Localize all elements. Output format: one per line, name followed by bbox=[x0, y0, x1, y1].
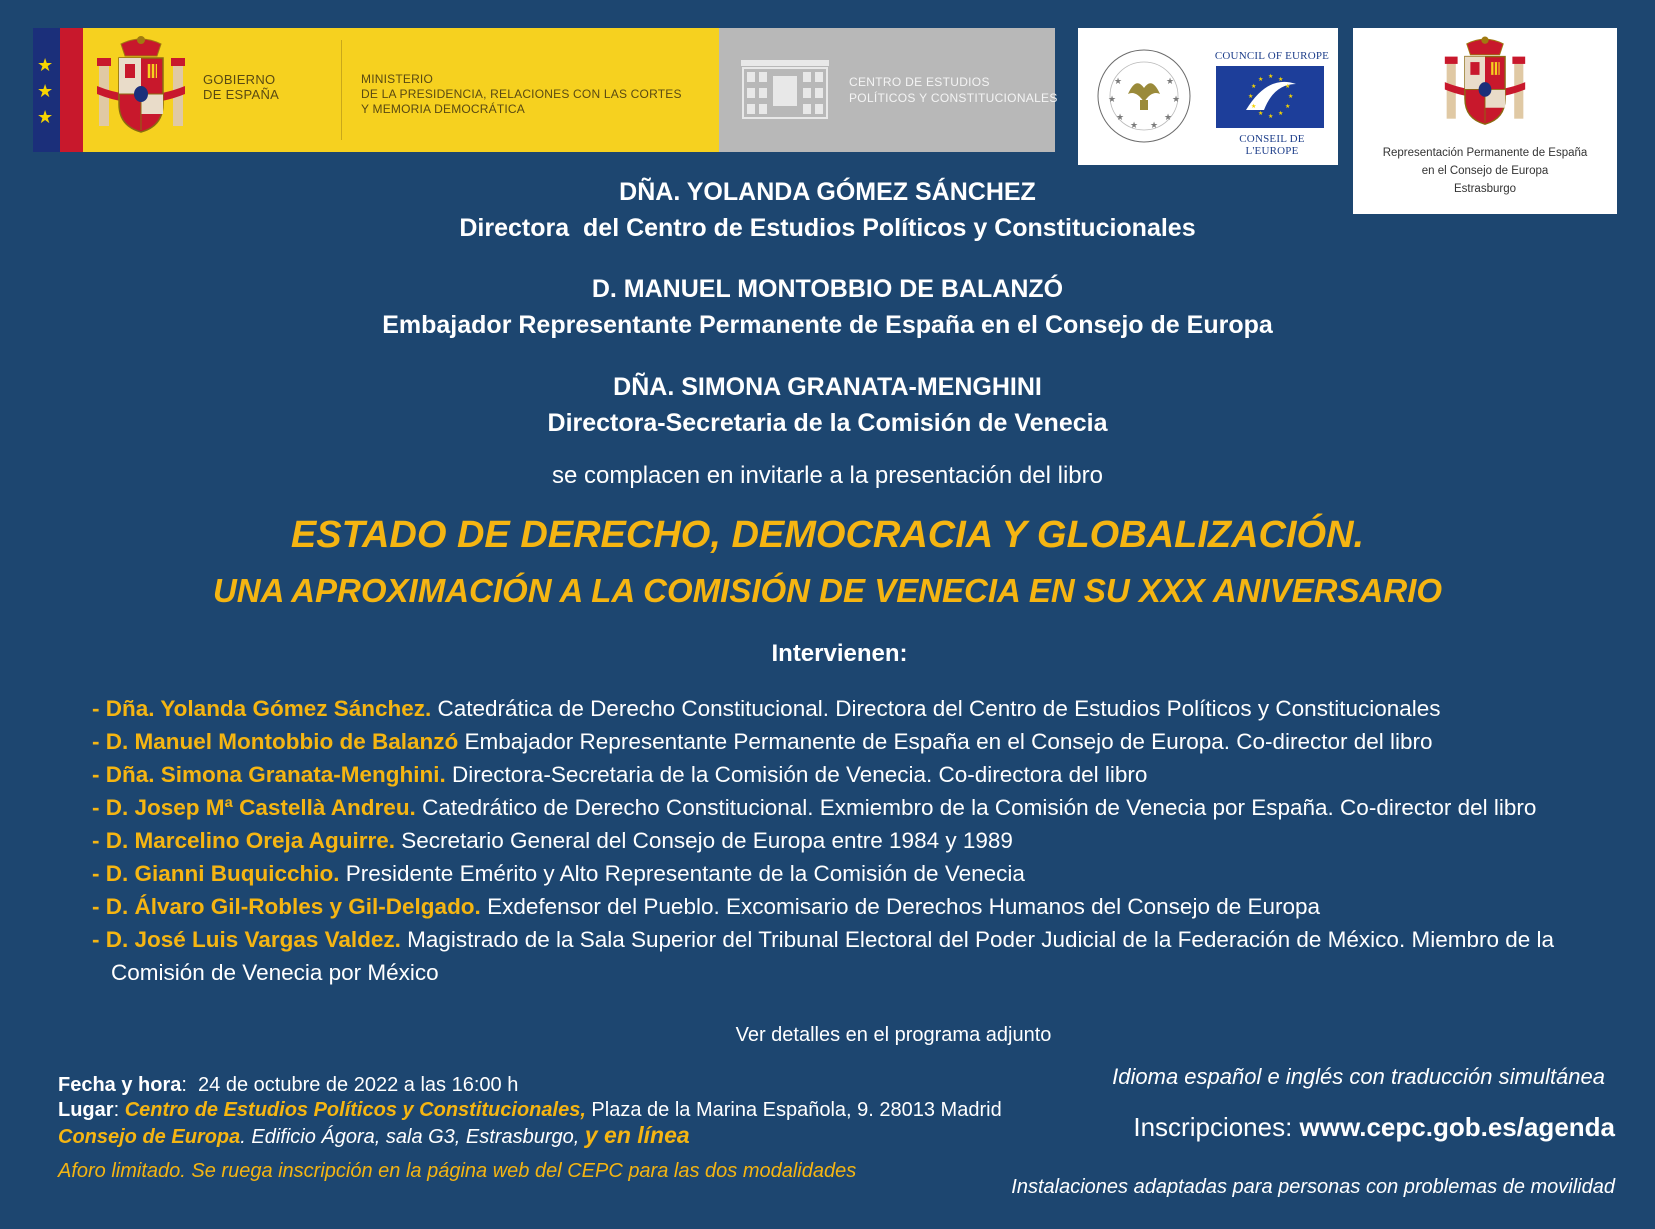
list-item bbox=[92, 758, 1632, 791]
coe-venue-address: . Edificio Ágora, sala G3, Estrasburgo, bbox=[240, 1126, 585, 1148]
registration-line bbox=[1045, 1112, 1615, 1143]
venue-label: Lugar bbox=[58, 1099, 114, 1121]
venue-line bbox=[58, 1098, 1098, 1123]
ministry-label: MINISTERIO DE LA PRESIDENCIA, RELACIONES CON LAS CORTES Y MEMORIA DEMOCRÁTICA bbox=[361, 72, 682, 116]
council-of-europe-logo-icon bbox=[1216, 66, 1324, 128]
list-item bbox=[92, 923, 1632, 989]
star-icon: ★ bbox=[37, 107, 54, 127]
svg-text:★: ★ bbox=[1150, 121, 1159, 131]
star-icon: ★ bbox=[37, 81, 54, 101]
host-role: Directora del Centro de Estudios Políticos y Constitucionales bbox=[459, 214, 1196, 242]
svg-text:★: ★ bbox=[1258, 110, 1264, 117]
government-banner bbox=[33, 28, 1058, 152]
event-info bbox=[58, 1073, 1098, 1150]
venue-address: Plaza de la Marina Española, 9. 28013 Madrid bbox=[585, 1099, 1002, 1121]
star-icon: ★ bbox=[37, 55, 54, 75]
host-name: DÑA. SIMONA GRANATA-MENGHINI bbox=[613, 373, 1042, 401]
list-item bbox=[92, 725, 1632, 758]
coe-venue-name: Consejo de Europa bbox=[58, 1126, 241, 1148]
cepc-label: CENTRO DE ESTUDIOS POLÍTICOS Y CONSTITUCIONALES bbox=[849, 75, 1058, 105]
speaker-name: - D. José Luis Vargas Valdez. bbox=[92, 927, 401, 952]
language-note: Idioma español e inglés con traducción simultánea bbox=[1112, 1064, 1605, 1089]
venice-commission-seal-icon bbox=[1092, 36, 1196, 156]
date-line bbox=[58, 1073, 1098, 1098]
spain-coat-of-arms-icon bbox=[1443, 34, 1527, 134]
speaker-name: - Dña. Yolanda Gómez Sánchez. bbox=[92, 696, 432, 721]
speakers-heading: Intervienen: bbox=[771, 640, 908, 667]
eu-spain-flag-strip bbox=[33, 28, 83, 152]
svg-text:★: ★ bbox=[1268, 113, 1274, 120]
svg-text:★: ★ bbox=[1114, 77, 1123, 87]
host-role: Embajador Representante Permanente de España en el Consejo de Europa bbox=[382, 311, 1273, 339]
date-label: Fecha y hora bbox=[58, 1074, 182, 1096]
gobierno-block bbox=[83, 28, 719, 152]
registration-link[interactable]: www.cepc.gob.es/agenda bbox=[1299, 1112, 1615, 1142]
book-subtitle: UNA APROXIMACIÓN A LA COMISIÓN DE VENECIA EN SU XXX ANIVERSARIO bbox=[212, 572, 1443, 609]
svg-text:★: ★ bbox=[1258, 76, 1264, 83]
speaker-name: - Dña. Simona Granata-Menghini. bbox=[92, 762, 446, 787]
svg-text:★: ★ bbox=[1285, 103, 1291, 110]
svg-text:★: ★ bbox=[1285, 83, 1291, 90]
host-name: D. MANUEL MONTOBBIO DE BALANZÓ bbox=[591, 275, 1064, 303]
venice-coe-logos bbox=[1078, 28, 1338, 165]
svg-text:★: ★ bbox=[1108, 95, 1117, 105]
svg-text:★: ★ bbox=[1130, 121, 1139, 131]
program-details-note: Ver detalles en el programa adjunto bbox=[735, 1024, 1052, 1046]
speaker-name: - D. Gianni Buquicchio. bbox=[92, 861, 340, 886]
speaker-name: - D. Marcelino Oreja Aguirre. bbox=[92, 828, 395, 853]
invitation-intro: se complacen en invitarle a la presentación del libro bbox=[552, 462, 1103, 489]
speaker-description: Exdefensor del Pueblo. Excomisario de Derechos Humanos del Consejo de Europa bbox=[480, 894, 1321, 919]
cepc-building-logo-icon bbox=[741, 56, 829, 122]
svg-text:★: ★ bbox=[1248, 93, 1254, 100]
coe-venue-line bbox=[58, 1123, 1098, 1150]
speaker-description: Embajador Representante Permanente de España en el Consejo de Europa. Co-director del libro bbox=[458, 729, 1433, 754]
conseil-de-leurope-label: CONSEIL DE L'EUROPE bbox=[1239, 133, 1305, 157]
speaker-description: Directora-Secretaria de la Comisión de Venecia. Co-directora del libro bbox=[445, 762, 1148, 787]
venue-colon: : bbox=[113, 1099, 125, 1121]
list-item bbox=[92, 692, 1632, 725]
capacity-note: Aforo limitado. Se ruega inscripción en la página web del CEPC para las dos modalidades bbox=[58, 1160, 857, 1182]
list-item bbox=[92, 791, 1632, 824]
speaker-description: Presidente Emérito y Alto Representante de la Comisión de Venecia bbox=[339, 861, 1025, 886]
list-item bbox=[92, 890, 1632, 923]
list-item bbox=[92, 824, 1632, 857]
permanent-representation-label: Representación Permanente de España en el Consejo de Europa Estrasburgo bbox=[1382, 147, 1588, 195]
host-name: DÑA. YOLANDA GÓMEZ SÁNCHEZ bbox=[619, 178, 1036, 206]
cepc-block bbox=[719, 28, 1058, 152]
spain-coat-of-arms-icon bbox=[95, 34, 187, 142]
svg-text:★: ★ bbox=[1288, 93, 1294, 100]
registration-label: Inscripciones: bbox=[1133, 1112, 1300, 1142]
svg-text:★: ★ bbox=[1278, 110, 1284, 117]
book-title: ESTADO DE DERECHO, DEMOCRACIA Y GLOBALIZACIÓN. bbox=[290, 514, 1365, 556]
svg-text:★: ★ bbox=[1166, 77, 1175, 87]
svg-text:★: ★ bbox=[1116, 113, 1125, 123]
svg-text:★: ★ bbox=[1172, 95, 1181, 105]
svg-text:★: ★ bbox=[1278, 76, 1284, 83]
speaker-description: Catedrático de Derecho Constitucional. Exmiembro de la Comisión de Venecia por España. Co-director del libro bbox=[415, 795, 1537, 820]
online-label: y en línea bbox=[584, 1122, 690, 1148]
svg-text:★: ★ bbox=[1164, 113, 1173, 123]
speaker-description: Secretario General del Consejo de Europa entre 1984 y 1989 bbox=[395, 828, 1013, 853]
list-item bbox=[92, 857, 1632, 890]
accessibility-note: Instalaciones adaptadas para personas con problemas de movilidad bbox=[1011, 1176, 1615, 1198]
council-of-europe-label: COUNCIL OF EUROPE bbox=[1214, 50, 1330, 62]
date-value: : 24 de octubre de 2022 a las 16:00 h bbox=[181, 1074, 519, 1096]
speaker-description: Catedrática de Derecho Constitucional. Directora del Centro de Estudios Políticos y Constitucionales bbox=[431, 696, 1441, 721]
speaker-name: - D. Manuel Montobbio de Balanzó bbox=[92, 729, 459, 754]
divider bbox=[341, 40, 342, 140]
svg-text:★: ★ bbox=[1251, 103, 1257, 110]
speaker-description: Magistrado de la Sala Superior del Tribunal Electoral del Poder Judicial de la Federación de México. Miembro de la Comisión de Venecia por México bbox=[111, 927, 1555, 985]
svg-text:★: ★ bbox=[1268, 73, 1274, 80]
svg-text:★: ★ bbox=[1251, 83, 1257, 90]
speakers-list bbox=[92, 692, 1632, 989]
speaker-name: - D. Josep Mª Castellà Andreu. bbox=[92, 795, 416, 820]
venue-name: Centro de Estudios Políticos y Constitucionales, bbox=[124, 1099, 586, 1121]
gobierno-de-espana-label: GOBIERNO DE ESPAÑA bbox=[203, 72, 280, 102]
speaker-name: - D. Álvaro Gil-Robles y Gil-Delgado. bbox=[92, 894, 481, 919]
host-role: Directora-Secretaria de la Comisión de Venecia bbox=[547, 409, 1108, 437]
